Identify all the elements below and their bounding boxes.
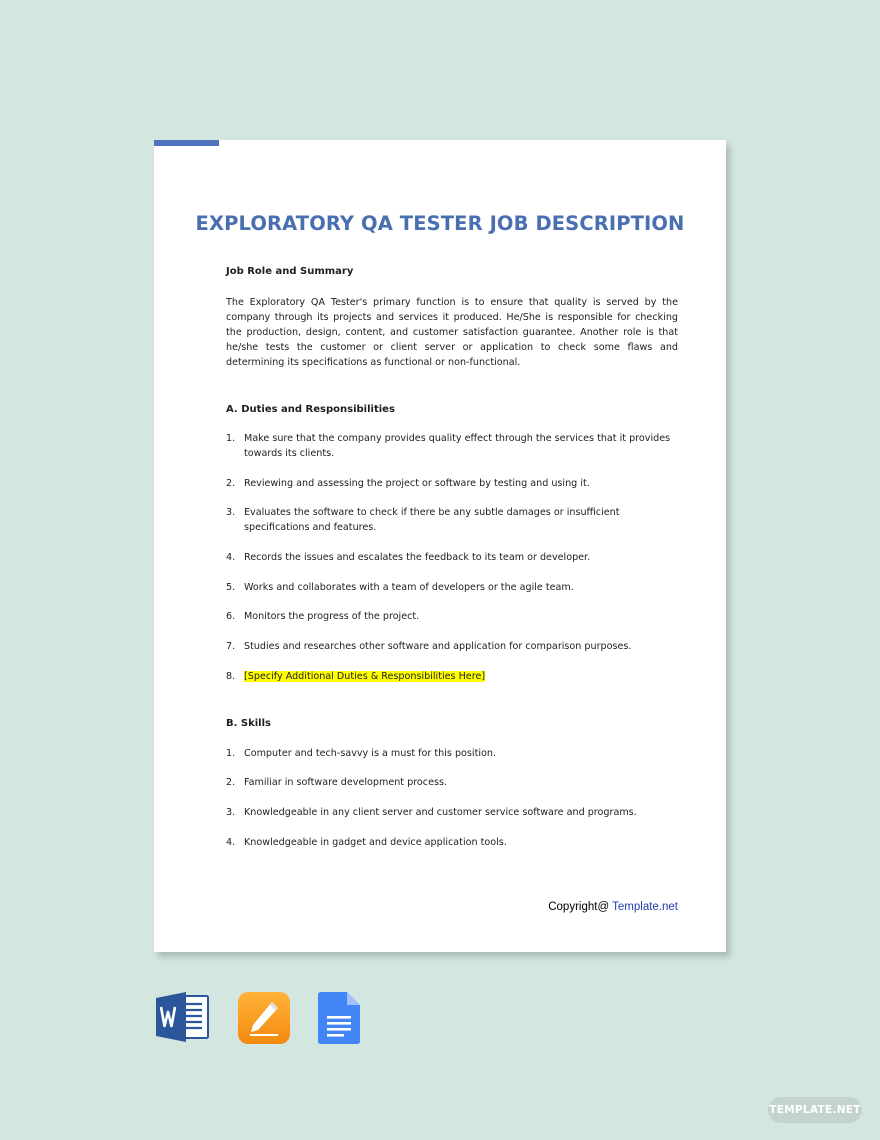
document-title: EXPLORATORY QA TESTER JOB DESCRIPTION [195, 212, 685, 235]
list-item [226, 775, 678, 790]
duties-list [226, 431, 678, 684]
item-number: 6. [226, 611, 236, 622]
item-text: Studies and researches other software and application for comparison purposes. [244, 641, 632, 652]
item-text: Computer and tech-savvy is a must for this position. [244, 748, 497, 759]
item-number: 2. [226, 478, 236, 489]
list-item [226, 505, 678, 535]
google-docs-icon[interactable] [318, 992, 360, 1044]
skills-heading: B. Skills [226, 718, 271, 729]
document-page [154, 140, 726, 952]
list-item [226, 550, 678, 565]
item-number: 3. [226, 507, 236, 518]
item-text: Works and collaborates with a team of developers or the agile team. [244, 582, 574, 593]
duties-heading: A. Duties and Responsibilities [226, 404, 395, 415]
list-item [226, 476, 678, 491]
copyright-link[interactable]: Template.net [612, 901, 678, 913]
list-item [226, 580, 678, 595]
word-icon[interactable] [156, 992, 210, 1042]
item-text: Evaluates the software to check if there be any subtle damages or insufficient specifications and features. [244, 507, 620, 533]
list-item [226, 805, 678, 820]
list-item [226, 835, 678, 850]
placeholder-highlight: [Specify Additional Duties & Responsibilities Here] [244, 671, 486, 682]
item-number: 4. [226, 552, 236, 563]
item-text: Familiar in software development process. [244, 777, 448, 788]
copyright-label: Copyright@ [548, 901, 610, 913]
item-number: 5. [226, 582, 236, 593]
summary-text: The Exploratory QA Tester's primary function is to ensure that quality is served by the company through its projects and services it produced. He/She is responsible for checking the production, design, content, and customer satisfaction guarantee. Another role is that he/she tests the customer or client server or application to check some flaws and determining its specifications as functional or non-functional. [226, 297, 678, 368]
item-text: Knowledgeable in gadget and device application tools. [244, 837, 507, 848]
copyright-line [548, 901, 678, 913]
item-text: Records the issues and escalates the feedback to its team or developer. [244, 552, 591, 563]
item-number: 1. [226, 748, 236, 759]
item-number: 7. [226, 641, 236, 652]
document-content [226, 266, 678, 850]
item-text: Knowledgeable in any client server and customer service software and programs. [244, 807, 637, 818]
list-item [226, 431, 678, 461]
accent-bar [154, 140, 219, 146]
item-number: 4. [226, 837, 236, 848]
item-number: 2. [226, 777, 236, 788]
summary-heading: Job Role and Summary [226, 266, 354, 277]
item-number: 1. [226, 433, 236, 444]
pages-icon[interactable] [238, 992, 290, 1044]
list-item [226, 609, 678, 624]
item-text: Reviewing and assessing the project or software by testing and using it. [244, 478, 590, 489]
skills-list [226, 746, 678, 850]
list-item [226, 746, 678, 761]
list-item [226, 669, 678, 684]
template-net-badge[interactable]: TEMPLATE.NET [768, 1097, 862, 1123]
item-number: 3. [226, 807, 236, 818]
list-item [226, 639, 678, 654]
item-number: 8. [226, 671, 236, 682]
item-text: Monitors the progress of the project. [244, 611, 420, 622]
item-text: Make sure that the company provides quality effect through the services that it provides towards its clients. [244, 433, 671, 459]
